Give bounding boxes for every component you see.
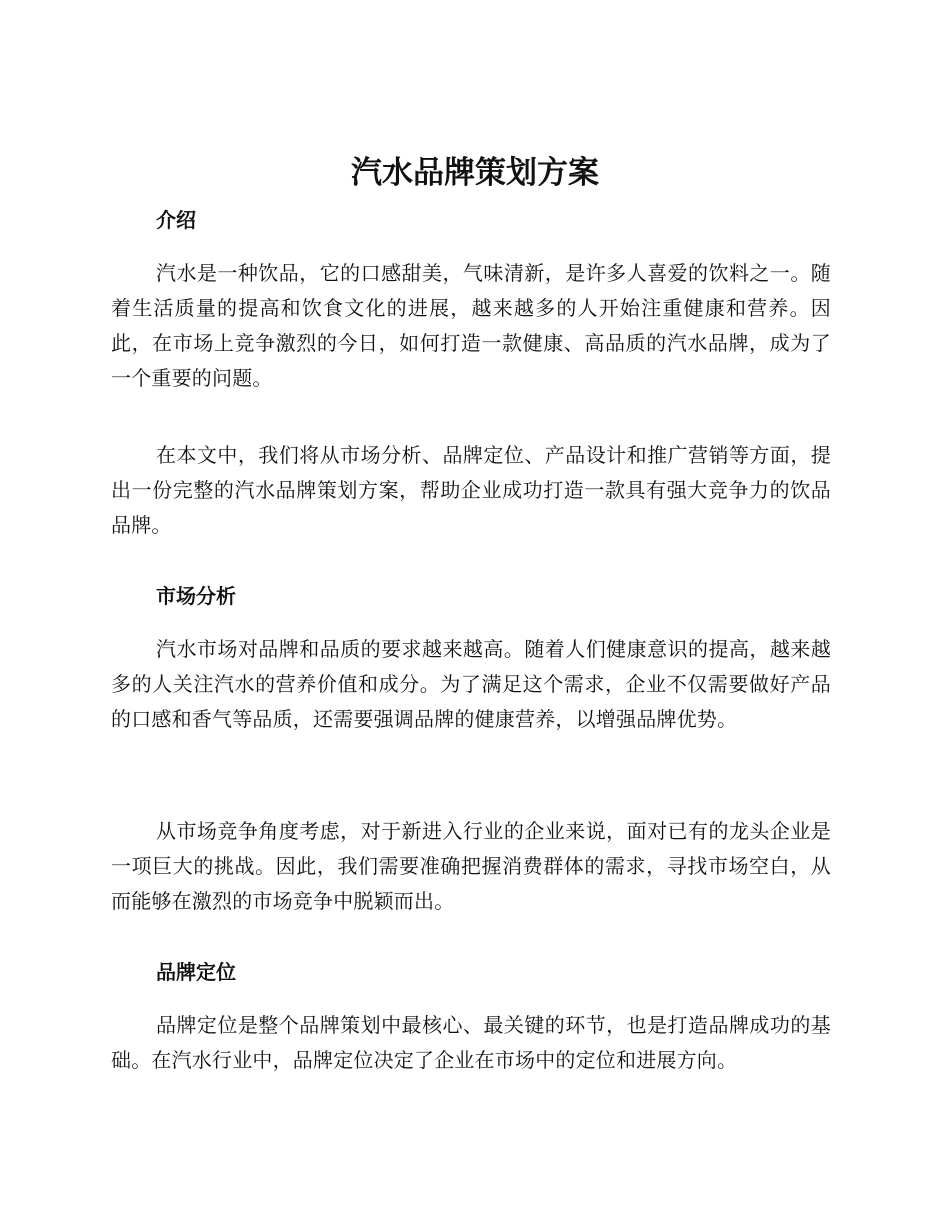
- section-heading-market-analysis: 市场分析: [156, 584, 236, 608]
- paragraph-intro-1: 汽水是一种饮品，它的口感甜美，气味清新，是许多人喜爱的饮料之一。随着生活质量的提高和饮食文化的进展，越来越多的人开始注重健康和营养。因此，在市场上竞争激烈的今日，如何打造一款健康、高品质的汽水品牌，成为了一个重要的问题。: [111, 261, 831, 390]
- section-heading-intro: 介绍: [156, 208, 196, 232]
- paragraph-brand-1: 品牌定位是整个品牌策划中最核心、最关键的环节，也是打造品牌成功的基础。在汽水行业中，品牌定位决定了企业在市场中的定位和进展方向。: [111, 1013, 831, 1072]
- paragraph-market-2: 从市场竞争角度考虑，对于新进入行业的企业来说，面对已有的龙头企业是一项巨大的挑战。因此，我们需要准确把握消费群体的需求，寻找市场空白，从而能够在激烈的市场竞争中脱颖而出。: [111, 819, 831, 913]
- document-title: 汽水品牌策划方案: [351, 155, 599, 191]
- paragraph-market-1: 汽水市场对品牌和品质的要求越来越高。随着人们健康意识的提高，越来越多的人关注汽水的营养价值和成分。为了满足这个需求，企业不仅需要做好产品的口感和香气等品质，还需要强调品牌的健康营养，以增强品牌优势。: [111, 637, 831, 731]
- paragraph-intro-2: 在本文中，我们将从市场分析、品牌定位、产品设计和推广营销等方面，提出一份完整的汽水品牌策划方案，帮助企业成功打造一款具有强大竞争力的饮品品牌。: [111, 443, 831, 537]
- section-heading-brand-positioning: 品牌定位: [156, 960, 236, 984]
